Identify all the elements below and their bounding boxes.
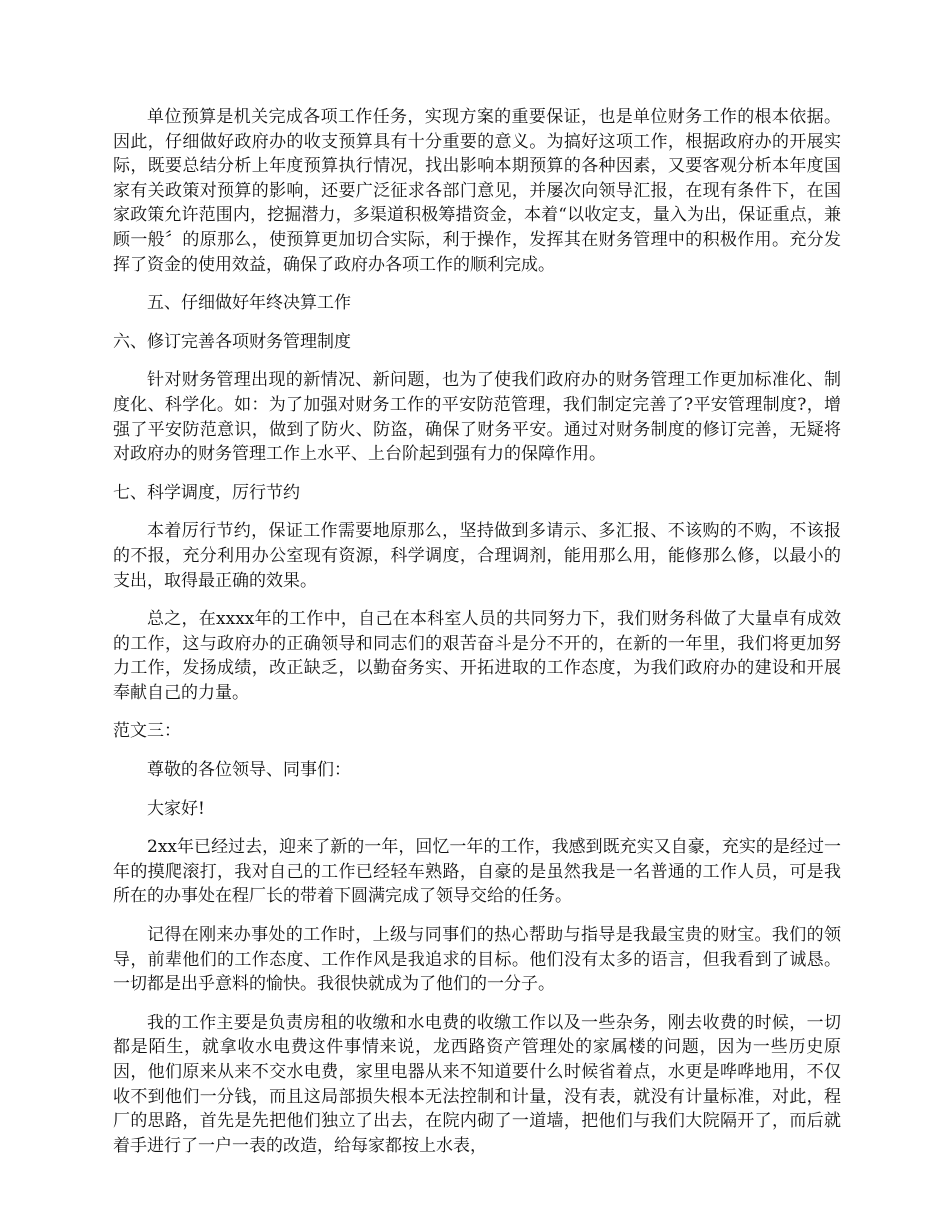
- section-heading-7: 七、科学调度，厉行节约: [113, 482, 300, 503]
- paragraph-year-review: 2xx年已经过去，迎来了新的一年，回忆一年的工作，我感到既充实又自豪，充实的是经过一年的摸爬滚打，我对自己的工作已经轻车熟路，自豪的是虽然我是一名普通的工作人员，可是我所在的办事处在程厂长的带着下圆满完成了领导交给的任务。: [113, 837, 841, 907]
- sample-heading-3: 范文三：: [113, 721, 181, 742]
- paragraph-duties: 我的工作主要是负责房租的收缴和水电费的收缴工作以及一些杂务，刚去收费的时候，一切都是陌生，就拿收水电费这件事情来说，龙西路资产管理处的家属楼的问题，因为一些历史原因，他们原来从来不交水电费，家里电器从来不知道要什么时候省着点，水更是哗哗地用，不仅收不到他们一分钱，而且这局部损失根本无法控制和计量，没有表，就没有计量标准，对此，程厂的思路，首先是先把他们独立了出去，在院内砌了一道墙，把他们与我们大院隔开了，而后就着手进行了一户一表的改造，给每家都按上水表，: [113, 1012, 841, 1156]
- paragraph-frugality: 本着厉行节约，保证工作需要地原那么，坚持做到多请示、多汇报、不该购的不购，不该报的不报，充分利用办公室现有资源，科学调度，合理调剂，能用那么用，能修那么修，以最小的支出，取得最正确的效果。: [113, 521, 841, 591]
- section-heading-5: 五、仔细做好年终决算工作: [147, 293, 351, 314]
- paragraph-summary: 总之，在xxxx年的工作中，自己在本科室人员的共同努力下，我们财务科做了大量卓有成效的工作，这与政府办的正确领导和同志们的艰苦奋斗是分不开的，在新的一年里，我们将更加努力工作，发扬成绩，改正缺乏，以勤奋务实、开拓进取的工作态度，为我们政府办的建设和开展奉献自己的力量。: [113, 609, 841, 703]
- paragraph-budget: 单位预算是机关完成各项工作任务，实现方案的重要保证，也是单位财务工作的根本依据。因此，仔细做好政府办的收支预算具有十分重要的意义。为搞好这项工作，根据政府办的开展实际，既要总结分析上年度预算执行情况，找出影响本期预算的各种因素，又要客观分析本年度国家有关政策对预算的影响，还要广泛征求各部门意见，并屡次向领导汇报，在现有条件下，在国家政策允许范围内，挖掘潜力，多渠道积极筹措资金，本着“以收定支，量入为出，保证重点，兼顾一般〞的原那么，使预算更加切合实际，利于操作，发挥其在财务管理中的积极作用。充分发挥了资金的使用效益，确保了政府办各项工作的顺利完成。: [113, 107, 841, 275]
- greeting: 大家好!: [147, 798, 205, 819]
- paragraph-colleagues: 记得在刚来办事处的工作时，上级与同事们的热心帮助与指导是我最宝贵的财宝。我们的领导，前辈他们的工作态度、工作作风是我追求的目标。他们没有太多的语言，但我看到了诚恳。一切都是出乎意料的愉快。我很快就成为了他们的一分子。: [113, 925, 841, 995]
- salutation: 尊敬的各位领导、同事们：: [147, 760, 351, 781]
- section-heading-6: 六、修订完善各项财务管理制度: [113, 331, 351, 352]
- document-page: [113, 105, 841, 1172]
- paragraph-management-system: 针对财务管理出现的新情况、新问题，也为了使我们政府办的财务管理工作更加标准化、制度化、科学化。如：为了加强对财务工作的平安防范管理，我们制定完善了?平安管理制度?，增强了平安防范意识，做到了防火、防盗，确保了财务平安。通过对财务制度的修订完善，无疑将对政府办的财务管理工作上水平、上台阶起到强有力的保障作用。: [113, 370, 841, 465]
